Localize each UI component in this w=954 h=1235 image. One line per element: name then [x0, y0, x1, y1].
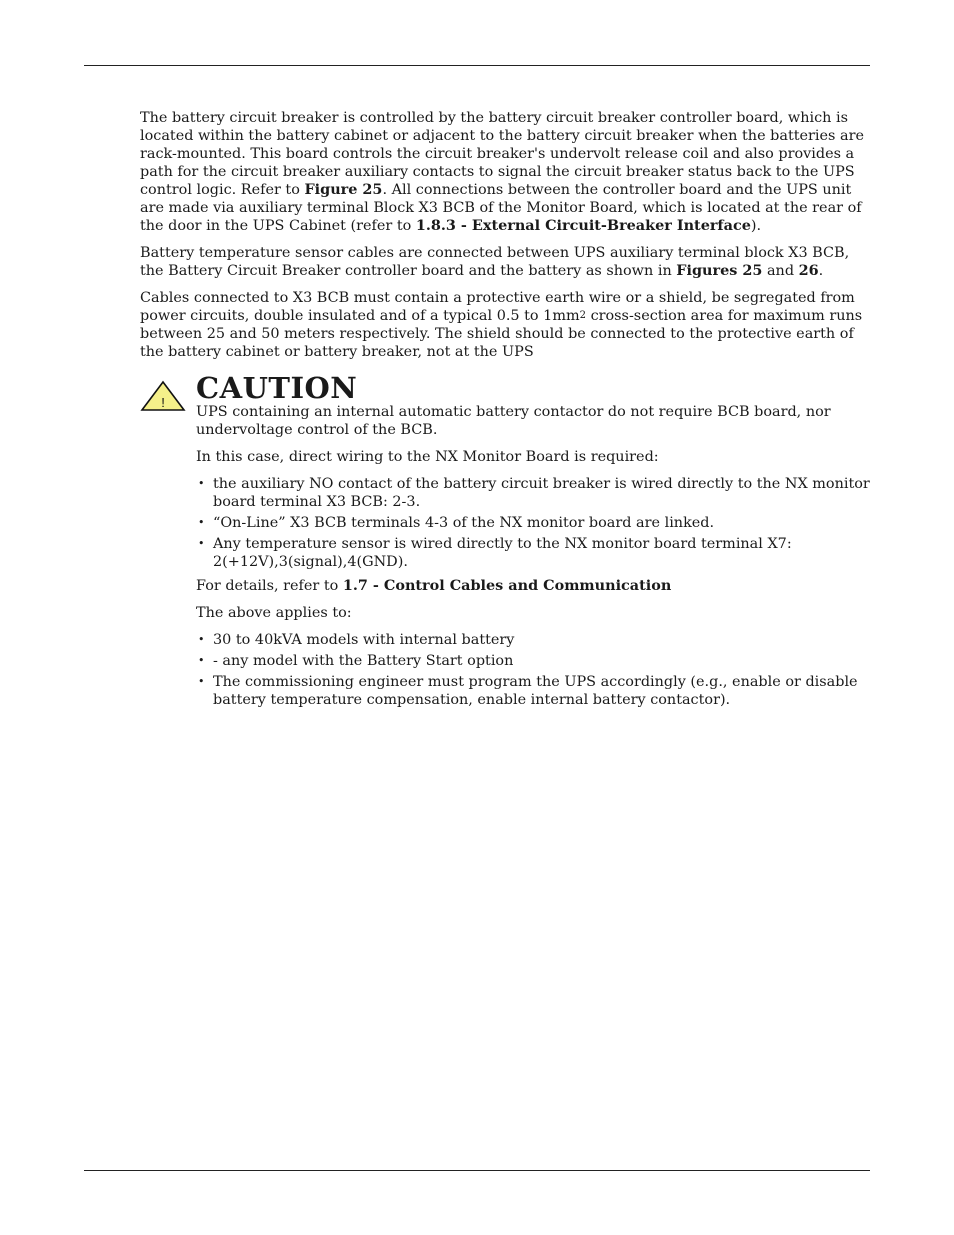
- text: ).: [750, 218, 762, 234]
- list-item: [196, 535, 872, 571]
- body-text: [140, 109, 870, 370]
- list-item-text: the auxiliary NO contact of the battery circuit breaker is wired directly to the NX monitor board terminal X3 BCB: 2-3.: [213, 476, 870, 510]
- paragraph-cables: [140, 289, 870, 361]
- list-item-text: Any temperature sensor is wired directly to the NX monitor board terminal X7: 2(+12V),3(signal),4(GND).: [213, 536, 792, 570]
- bullet: •: [198, 516, 205, 529]
- section-reference: 1.8.3 - External Circuit-Breaker Interface: [415, 217, 751, 234]
- paragraph-controller-board: [140, 109, 870, 235]
- text: cross-section area for maximum runs between 25 and 50 meters respectively. The shield should be connected to the protective earth of the battery cabinet or battery breaker, not at the UPS: [140, 308, 863, 360]
- list-item: [196, 475, 872, 511]
- figure-reference: 26: [798, 262, 819, 279]
- text: . All connections between the controller board and the UPS unit are made via auxiliary terminal Block X3 BCB of the Monitor Board, which is located at the rear of the door in the UPS Cabinet (refer to: [140, 182, 862, 234]
- caution-body: [196, 403, 872, 715]
- wiring-list: [196, 475, 872, 571]
- caution-title: CAUTION: [196, 371, 358, 405]
- text: Cables connected to X3 BCB must contain a protective earth wire or a shield, be segregated from power circuits, double insulated and of a typical 0.5 to 1mm: [140, 290, 855, 324]
- list-item-text: - any model with the Battery Start option: [213, 653, 514, 669]
- footer-rule: [84, 1170, 870, 1171]
- caution-intro: UPS containing an internal automatic battery contactor do not require BCB board, nor undervoltage control of the BCB.: [196, 404, 831, 438]
- superscript: 2: [579, 310, 586, 321]
- list-item-text: “On-Line” X3 BCB terminals 4-3 of the NX monitor board are linked.: [213, 515, 715, 531]
- text: Battery temperature sensor cables are connected between UPS auxiliary terminal block X3 BCB, the Battery Circuit Breaker controller board and the battery as shown in: [140, 245, 850, 279]
- list-item: [196, 673, 872, 709]
- figure-reference: Figures 25: [676, 262, 763, 279]
- bullet: •: [198, 537, 205, 550]
- list-item: [196, 652, 872, 670]
- paragraph-temperature-sensor: [140, 244, 870, 280]
- list-item-text: The commissioning engineer must program the UPS accordingly (e.g., enable or disable battery temperature compensation, enable internal battery contactor).: [213, 674, 858, 708]
- list-item: [196, 514, 872, 532]
- header-rule: [84, 65, 870, 66]
- bullet: •: [198, 477, 205, 490]
- figure-reference: Figure 25: [304, 181, 383, 198]
- exclamation-mark: !: [161, 395, 165, 410]
- warning-triangle-icon: [140, 380, 186, 412]
- text: .: [818, 263, 824, 279]
- text: and: [762, 263, 799, 279]
- direct-wiring-text: In this case, direct wiring to the NX Monitor Board is required:: [196, 449, 659, 465]
- list-item-text: 30 to 40kVA models with internal battery: [213, 632, 515, 648]
- details-reference: [196, 577, 872, 595]
- text: The battery circuit breaker is controlled by the battery circuit breaker controller board, which is located within the battery cabinet or adjacent to the battery circuit breaker when the batteries are rack-mounted. This board controls the circuit breaker's undervolt release coil and also provides a path for the circuit breaker auxiliary contacts to signal the circuit breaker status back to the UPS control logic. Refer to: [140, 110, 864, 198]
- text: For details, refer to: [196, 578, 343, 594]
- applies-text: The above applies to:: [196, 605, 352, 621]
- applies-list: [196, 631, 872, 709]
- bullet: •: [198, 675, 205, 688]
- bullet: •: [198, 633, 205, 646]
- section-reference: 1.7 - Control Cables and Communication: [342, 577, 672, 594]
- bullet: •: [198, 654, 205, 667]
- list-item: [196, 631, 872, 649]
